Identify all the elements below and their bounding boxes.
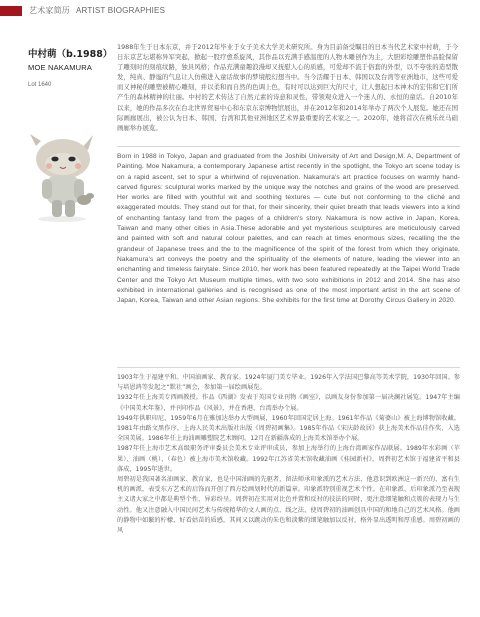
page-header xyxy=(0,0,480,22)
paragraph: 1949年供职印尼，1959年6月在雅加达举办大型画展，1960年回国定居上海。1961年作品《菊婆山》被上海博物馆收藏。1981年由路文黑作序，上海人民美术出版社出版《周碧初画集》。1985年作品《宋庆龄故居》获上海美术作品佳作奖，入选全国美展。1986年任上海油画雕塑院艺术顾问。12月在新疆落成的上海美术馆举办个展。 xyxy=(117,414,460,443)
paragraph: 1987年任上海市艺术高级职务评审委员会美术专业评审成员，参加上海举行的上海台湾画家作品联展。1989年水彩画（苹果）、油画（桃）、（春色）被上海市美术馆收藏。1992年江苏省美术馆收藏油画《桂园新村》，周碧初艺术馆于福建省平和县落成，1995年逝世。 xyxy=(117,445,460,473)
artist-name-en: MOE NAKAMURA xyxy=(28,63,93,72)
bio-english: Born in 1988 in Tokyo, Japan and graduated from the Joshibi University of Art and Design,M. A, Department of Painting. Moe Nakamura, a contemporary Japanese artist recently in the spotlight, the Tokyo art scene today is on a rapid ascent, set to spur a whirlwind of rejuvenation. Nakamura's art practice focuses on warmly hand-carved figures: sculptural works marked by the unique way the notches and grains of the wood are preserved. Her works are filled with youthful wit and soothing textures — cute but not conforming to the cliché and exaggerated moulds. They stand out for that, for their sincerity, their quiet breath that leads viewers into a kind of enchanting fantasy land from the pages of a children's story. Nakamura is now active in Japan, Korea, Taiwan and many other cities in Asia.These adorable and yet mysterious sculptures are meticulously carved and painted with soft and natural colour palettes, and can reach at times enormous sizes, recalling the the grandeur of Japanese trees and the to the magnificence of the spirit of the forest from which they originate. Nakamura's art conveys the poetry and the spirituality of the elements of nature, leading the viewer into an enchanting and timeless fairytale. Since 2010, her work has been featured repeatedly at the Taipei World Trade Center and the Tokyo Art Museum multiple times, with two solo exhibitions in 2012 and 2014. She has also exhibited in international galleries and is recognised as one of the most important artist in the art scene of Japan, Korea, Taiwan and other Asian regions. She exhibits for the first time at Dorothy Circus Gallery in 2020. xyxy=(117,153,460,305)
paragraph: 1903年生于福建平和。中国油画家、教育家。1924年厦门美专毕业。1926年入学法国巴黎高等美术学院，1930年回国。参与培恩鸿等发起之“默社”画会，参加第一届绘画展览。 xyxy=(117,374,460,392)
divider xyxy=(117,367,460,368)
section-title-cn: 艺术家简历 xyxy=(29,6,70,15)
divider xyxy=(117,146,460,147)
section-title xyxy=(29,5,165,16)
bio-chinese-text: 1988年生于日本东京，并于2012年毕业于女子美术大学美术研究所。身为目前备受瞩目的日本当代艺术家中村萌，于今日东京艺坛堪称异军突起，掀起一股疗愈系旋风，其作品以充满手感温度的人物木雕创作为主，大胆彩绘雕塑作品脸保留了雕刻时的刻痕纹路，独具风格；作品充满童趣浪漫却又抚慰人心的质感，可爱却不流于俗套的外型，以不夸张的造型散发，纯真、静谧的气息让人仿佛进入童话故事的梦境般幻想当中。当今活耀于日本、韩国以及台湾等亚洲地市，这些可爱而又神秘的雕塑被精心雕刻，并以柔和而自然的色调上色，有时可以达到巨大的尺寸，让人想起日本神木的宏伟和它们所产生的森林精神的壮丽。中村的艺术传达了自然元素的诗意和灵性，带领观众进入一个迷人的、永恒的童话。自2010年以来，她的作品多次在台北世界贸易中心和东京东京博物馆展出，并在2012年和2014年举办了两次个人展览。她还在国际画廊展出，被公认为日本、韩国、台湾和其他亚洲地区艺术界最重要的艺术家之一。2020年，她将首次在桃乐丝马础画廊举办展览。 xyxy=(117,43,458,132)
lot-number: Lot 1640 xyxy=(28,82,52,88)
paragraph: 1932年任上海美专西画教授。作品《西湖》发表于英国专业刊物《画室》，以画友身份参加第一届决澜社展览。1947年主编《中国美术年鉴》，并刊印作品《风景》，并在香港、台湾举办个展。 xyxy=(117,394,460,412)
section-title-en: ARTIST BIOGRAPHIES xyxy=(76,6,166,15)
artist-name-cn: 中村萌（b.1988） xyxy=(28,49,113,60)
artist-info xyxy=(28,46,113,88)
bio-chinese-second xyxy=(117,373,460,536)
section-marker xyxy=(0,6,22,16)
artwork-figure-image xyxy=(22,128,106,224)
paragraph: 周碧初是我国著名油画家、教育家，也是中国油画的先驱者，留法师承印象派的艺术方法，他意识到欧洲这一新兴的、富有生机的画派，表受东方艺术的启饰而开创了西方绘画划时代的新篇章。印象派特别重视艺术个性。在印象派、后印象派乃至表现主义诸大家之中都是典型个性，异彩纷呈。周碧初在实用对比色并置和反衬的技法的同时，更注意细笔触和点簇的表现力与生动性。他又注意融入中国民间艺术与传统精华的文人画的点、线之法，使周碧初的油画创具中国的和地自己的艺术风格。他画的静物中如繁的柠檬，好看姑苗的质感，其间又以跳动的朱色和淡紫的细笔触加以反衬，格外显出透明和厚重感。周碧初画的风 xyxy=(117,476,460,535)
bio-chinese xyxy=(117,42,458,133)
